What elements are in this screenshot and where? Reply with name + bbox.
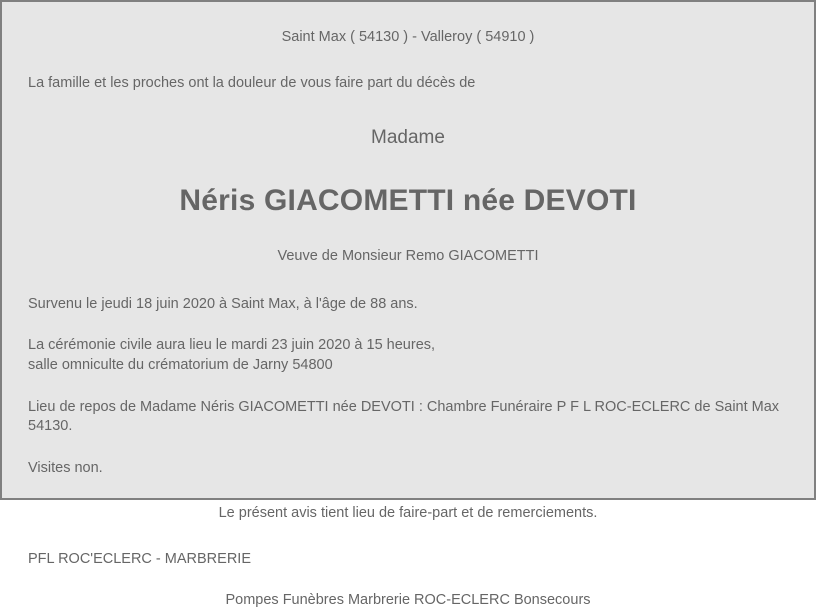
ceremony-line-2: salle omniculte du crématorium de Jarny 54800 xyxy=(28,356,333,373)
faire-part-text: Le présent avis tient lieu de faire-part et de remerciements. xyxy=(218,505,598,522)
visits-text: Visites non. xyxy=(28,459,103,476)
resting-line-1: Lieu de repos de Madame Néris GIACOMETTI née DEVOTI : Chambre Funéraire P F L ROC-ECLERC de Saint Max xyxy=(28,398,780,415)
resting-line-2: 54130. xyxy=(28,418,73,435)
footer-text: Pompes Funèbres Marbrerie ROC-ECLERC Bonsecours xyxy=(225,592,591,609)
ceremony-line-1: La cérémonie civile aura lieu le mardi 23 juin 2020 à 15 heures, xyxy=(28,337,436,354)
spouse-text: Veuve de Monsieur Remo GIACOMETTI xyxy=(277,248,539,265)
title-text: Madame xyxy=(371,127,445,149)
locations-text: Saint Max ( 54130 ) - Valleroy ( 54910 ) xyxy=(281,29,535,45)
company-text: PFL ROC'ECLERC - MARBRERIE xyxy=(28,550,251,567)
resting-place-block xyxy=(28,398,788,437)
deceased-name: Néris GIACOMETTI née DEVOTI xyxy=(179,183,637,217)
intro-text: La famille et les proches ont la douleur de vous faire part du décès de xyxy=(28,74,476,91)
ceremony-block xyxy=(28,336,788,375)
death-event-text: Survenu le jeudi 18 juin 2020 à Saint Max, à l'âge de 88 ans. xyxy=(28,295,418,312)
